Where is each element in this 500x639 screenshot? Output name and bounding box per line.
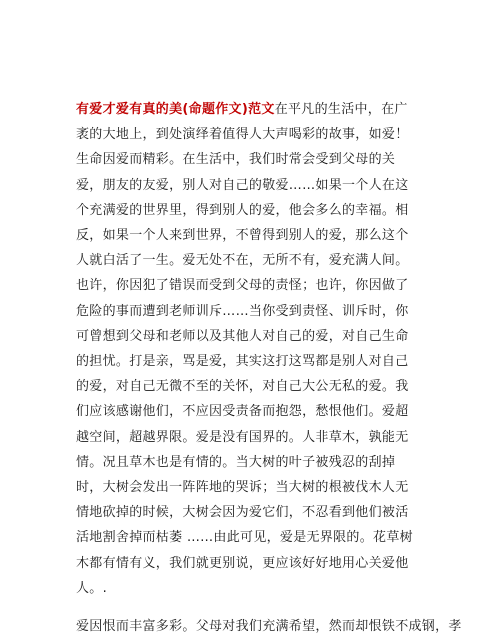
- paragraph-2: 爱因恨而丰富多彩。父母对我们充满希望，然而却恨铁不成钢，孝: [76, 619, 462, 635]
- paragraph-1: [76, 97, 420, 601]
- document-title: 有爱才爱有真的美(命题作文)范文: [76, 102, 275, 117]
- document-body: [76, 97, 462, 639]
- paragraph-1-text: 在平凡的生活中，在广袤的大地上，到处演绎着值得人大声喝彩的故事，如爱！生命因爱而精彩。在生活中，我们时常会受到父母的关爱，朋友的友爱，别人对自己的敬爱……如果一个人在这个充满爱的世界里，得到别人的爱，他会多么的幸福。相反，如果一个人来到世界，不曾得到别人的爱，那么这个人就白活了一生。爱无处不在，无所不有，爱充满人间。也许，你因犯了错误而受到父母的责怪；也许，你因做了危险的事而遭到老师训斥……当你受到责怪、训斥时，你可曾想到父母和老师以及其他人对自己的爱，对自己生命的担忧。打是亲，骂是爱，其实这打这骂都是别人对自己的爱，对自己无微不至的关怀，对自己大公无私的爱。我们应该感谢他们，不应因受责备而抱怨，愁恨他们。爱超越空间，超越界限。爱是没有国界的。人非草木，孰能无情。况且草木也是有情的。当大树的叶子被残忍的刮掉时，大树会发出一阵阵地的哭诉；当大树的根被伐木人无情地砍掉的时候，大树会因为爱它们，不忍看到他们被活活地割舍掉而枯萎 ……由此可见，爱是无界限的。花草树木都有情有义，我们就更别说，更应该好好地用心关爱他人。.: [76, 102, 413, 596]
